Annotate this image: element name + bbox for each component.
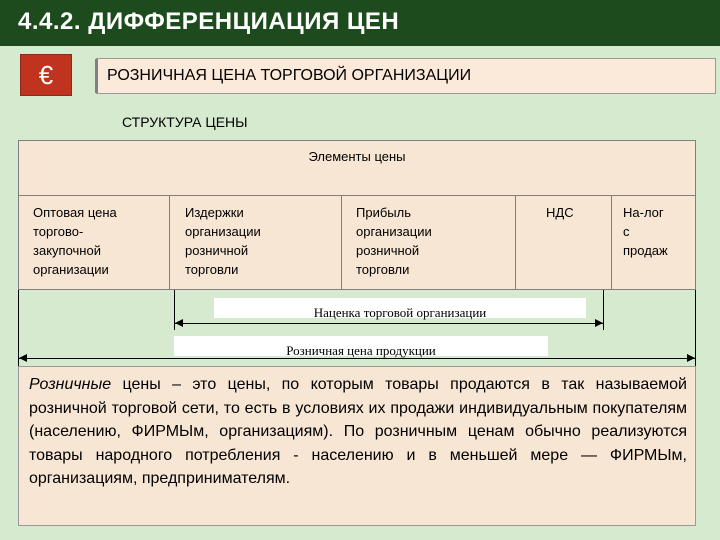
retail-label: Розничная цена продукции <box>174 336 548 356</box>
divider <box>611 195 612 289</box>
cell-line: торговли <box>356 262 410 277</box>
cell-line: розничной <box>356 243 420 258</box>
cell-line: организации <box>356 224 432 239</box>
title-bar <box>0 0 720 46</box>
subtitle: РОЗНИЧНАЯ ЦЕНА ТОРГОВОЙ ОРГАНИЗАЦИИ <box>107 67 472 84</box>
cell-line: организации <box>185 224 261 239</box>
table-cell-profit <box>356 203 506 279</box>
box-shadow <box>95 59 98 93</box>
divider <box>19 195 695 196</box>
price-structure-table <box>18 140 696 290</box>
cell-line: с <box>623 224 630 239</box>
table-cell-vat <box>546 203 606 222</box>
cell-line: закупочной <box>33 243 101 258</box>
subtitle-box <box>96 58 716 94</box>
definition-term: Розничные <box>29 376 112 393</box>
cell-line: розничной <box>185 243 249 258</box>
dimension-line <box>19 358 695 359</box>
arrow-left-icon <box>19 354 27 362</box>
definition-text <box>29 373 687 491</box>
cell-line: продаж <box>623 243 668 258</box>
cell-line: Оптовая цена <box>33 205 117 220</box>
cell-line: Издержки <box>185 205 244 220</box>
definition-body: цены – это цены, по которым товары продаются в так называемой розничной торговой сети, то есть в условиях их продажи индивидуальным покупателям (населению, ФИРМЫм, организациям). По розничным ценам обычно реализуются товары народного потребления - населению и в меньшей мере — ФИРМЫм, организациям, предпринимателям. <box>29 376 687 487</box>
dimension-tick <box>603 290 604 330</box>
dimension-tick <box>695 290 696 366</box>
dimension-line <box>175 323 603 324</box>
arrow-right-icon <box>595 319 603 327</box>
table-cell-sales-tax <box>623 203 691 260</box>
table-cell-wholesale <box>33 203 163 279</box>
euro-icon: € <box>20 54 72 96</box>
structure-title: СТРУКТУРА ЦЕНЫ <box>122 114 248 130</box>
divider <box>515 195 516 289</box>
cell-line: торговли <box>185 262 239 277</box>
table-header: Элементы цены <box>308 149 406 164</box>
cell-line: НДС <box>546 205 574 220</box>
table-cell-costs <box>185 203 335 279</box>
divider <box>341 195 342 289</box>
arrow-right-icon <box>687 354 695 362</box>
cell-line: торгово- <box>33 224 84 239</box>
page-title: 4.4.2. ДИФФЕРЕНЦИАЦИЯ ЦЕН <box>18 8 400 35</box>
cell-line: организации <box>33 262 109 277</box>
arrow-left-icon <box>175 319 183 327</box>
definition-box <box>18 366 696 526</box>
cell-line: Прибыль <box>356 205 411 220</box>
divider <box>169 195 170 289</box>
cell-line: На-лог <box>623 205 664 220</box>
markup-label: Наценка торговой организации <box>214 298 586 318</box>
